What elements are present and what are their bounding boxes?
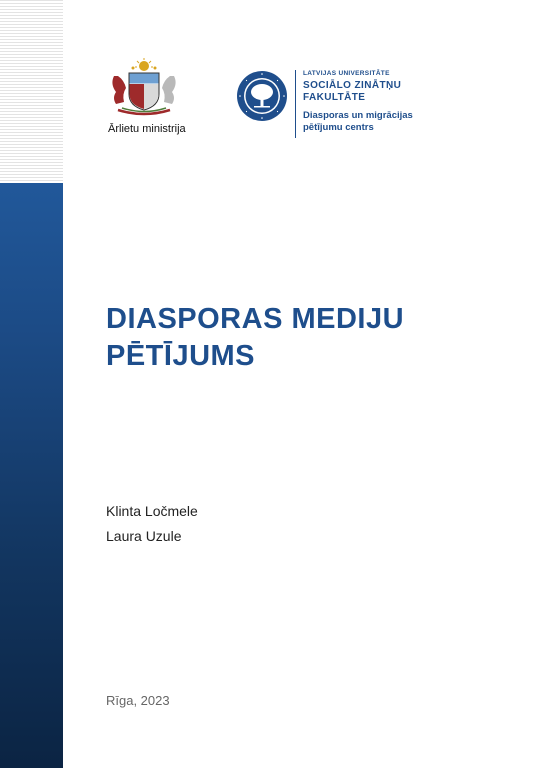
latvia-coat-of-arms-icon	[104, 58, 184, 118]
decorative-blue-band	[0, 183, 63, 768]
logo-divider	[295, 70, 296, 138]
faculty-name	[303, 80, 423, 104]
document-title	[106, 301, 526, 375]
faculty-line-2: FAKULTĀTE	[303, 92, 366, 103]
university-seal-icon	[236, 70, 288, 122]
title-line-1: DIASPORAS MEDIJU	[106, 303, 405, 335]
place-and-year: Rīga, 2023	[106, 693, 170, 708]
faculty-line-1: SOCIĀLO ZINĀTŅU	[303, 80, 402, 91]
decorative-stripe-pattern	[0, 0, 63, 183]
research-center-name	[303, 110, 433, 134]
ministry-label: Ārlietu ministrija	[108, 123, 186, 135]
author-name: Klinta Ločmele	[106, 503, 198, 519]
author-name: Laura Uzule	[106, 528, 182, 544]
title-line-2: PĒTĪJUMS	[106, 340, 256, 372]
university-name: LATVIJAS UNIVERSITĀTE	[303, 70, 390, 77]
center-line-2: pētījumu centrs	[303, 122, 374, 133]
center-line-1: Diasporas un migrācijas	[303, 110, 413, 121]
